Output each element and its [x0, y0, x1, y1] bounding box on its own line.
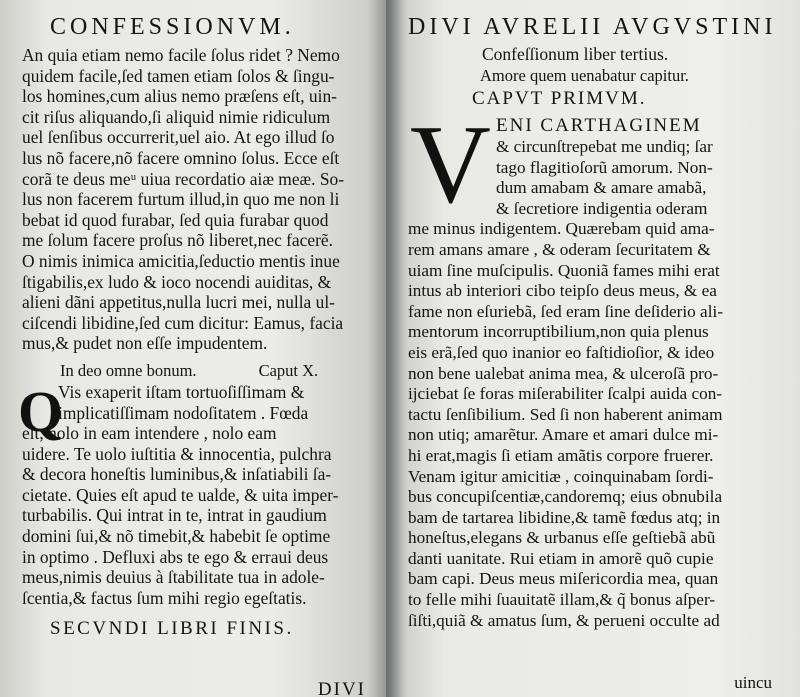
chapter-number: Caput X. [258, 360, 319, 380]
text-line: Venam igitur amicitiæ , coinquinabam ſordi- [408, 466, 714, 486]
body-lines [22, 423, 378, 608]
text-line: los homines,cum alius nemo præſens eſt, uin- [22, 86, 337, 107]
text-line: ſcentia,& factus ſum mihi regio egeſtatis. [22, 587, 307, 608]
text-line: eſt, nolo in eam intendere , nolo eam [22, 423, 277, 444]
text-line: tago flagitioſorũ amorum. Non- [496, 157, 713, 177]
text-line: eis erã,ſed quo inanior eo faſtidioſior, & ideo [408, 342, 715, 362]
text-line: domini ſui,& nõ timebit,& habebit ſe optime [22, 526, 331, 547]
chapter-title: CAPVT PRIMVM. [472, 88, 647, 109]
text-line: ſtigabilis,ex ludo & ioco nocendi auiditas, & [22, 271, 332, 292]
left-catchword: DIVI [317, 679, 366, 697]
text-line: fame non eſuriebã, ſed eram ſine deſiderio ali- [408, 301, 723, 321]
text-line: quidem facile,ſed tamen etiam ſolos & ſingu- [22, 65, 335, 86]
text-line: me ſolum facere proſus nõ liberet,nec facerẽ. [22, 230, 333, 251]
text-line: uiam ſine muſcipulis. Quoniã fames mihi erat [408, 260, 720, 280]
book-end-title: SECVNDI LIBRI FINIS. [50, 618, 294, 640]
left-paragraph-1 [22, 45, 378, 354]
body-lines-right [408, 219, 794, 631]
drop-cap-q: Q [18, 378, 64, 444]
text-line: meus,nimis deuius à ſtabilitate tua in adole- [22, 567, 325, 588]
text-line: danti uanitate. Rui etiam in amorẽ quõ cupie [408, 548, 714, 568]
text-line: lus non facerem furtum illud,in quo me non li [22, 189, 340, 210]
text-line: bebat id quod furabar, ſed quia furabar quod [22, 209, 329, 230]
text-line: turbabilis. Qui intrat in te, intrat in gaudium [22, 505, 327, 526]
right-paragraph [408, 103, 794, 631]
text-line: bam de tartarea libidine,& tamẽ fœdus atq; in [408, 507, 721, 527]
right-catchword: uincu [734, 673, 772, 692]
text-line: ciſcendi libidine,ſed cum dicitur: Eamus, facia [22, 312, 344, 333]
text-line: rem amans amare , & oderam ſecuritatem & [408, 239, 711, 259]
text-line: cit riſus aliquando,ſi aliquid nimie ridiculum [22, 106, 331, 127]
text-line: mentorum incorruptibilium,non quia plenus [408, 322, 709, 342]
left-page [0, 0, 386, 697]
chapter-heading [22, 360, 378, 382]
text-line: non utiq; amarẽtur. Amare et amari dulce mi- [408, 425, 719, 445]
chapter-summary-right: Amore quem uenabatur capitur. [480, 66, 689, 85]
book-subtitle: Confeſſionum liber tertius. [482, 44, 669, 64]
text-line: intus ab interiori cibo teipſo deus meus, & ea [408, 281, 717, 301]
text-line: honeſtus,elegans & urbanus eſſe geſtiebã abũ [408, 528, 716, 548]
left-running-head: CONFESSIONVM. [50, 14, 295, 40]
text-line: ijciebat ſe foras miſerabiliter ſcalpi auida con- [408, 384, 723, 404]
text-line: bam capi. Deus meus miſericordia mea, quan [408, 569, 719, 589]
text-line: lus nõ facere,nõ facere omnino ſolus. Ecce eſt [22, 147, 340, 168]
text-line: O nimis inimica amicitia,ſeductio mentis inue [22, 250, 340, 271]
text-line: & decora honeſtis luminibus,& inſatiabili ſa- [22, 464, 332, 485]
chapter-summary: In deo omne bonum. [60, 360, 197, 380]
left-paragraph-2 [18, 378, 378, 609]
indented-lines [22, 382, 378, 423]
text-line: hi erat,magis ſi etiam amãtis corpore fruerer. [408, 445, 714, 465]
text-line: tactu ſenſibilium. Sed ſi non haberent animam [408, 404, 723, 424]
text-line: uel ſenſibus occurrerit,uel aio. At ego illud ſo [22, 127, 335, 148]
opening-words: ENI CARTHAGINEM [496, 115, 702, 136]
text-line: ſiſti,quiã & amatus ſum, & perueni occulte ad [408, 610, 720, 630]
text-line: & ſecretiore indigentia oderam [496, 198, 708, 218]
text-line: corã te deus meᵘ uiua recordatio aiæ meæ. So- [22, 168, 345, 189]
drop-cap-v: V [410, 103, 491, 227]
text-line: dum amabam & amare amabã, [496, 178, 707, 198]
text-line: alieni dãni appetitus,nulla lucri mei, nulla ul- [22, 292, 335, 313]
text-line: bus concupiſcentiæ,candoremq; eius obnubila [408, 487, 723, 507]
text-line: mus,& pudet non eſſe impudentem. [22, 333, 268, 354]
text-line: & circunſtrepebat me undiq; ſar [496, 137, 713, 156]
text-line: in optimo . Defluxi abs te ego & erraui deus [22, 546, 329, 567]
text-line: non bene ualebat anima mea, & ulceroſã pro- [408, 363, 719, 383]
text-line: me minus indigentem. Quærebam quid ama- [408, 219, 715, 239]
right-page [386, 0, 800, 697]
text-line: to felle mihi ſuauitatẽ illam,& q̃ bonus aſper- [408, 590, 716, 610]
right-running-head: DIVI AVRELII AVGVSTINI [408, 14, 777, 40]
text-line: An quia etiam nemo facile ſolus ridet ? Nemo [22, 45, 340, 65]
text-line: implicatiſſimam nodoſitatem . Fœda [58, 402, 309, 423]
text-line: uidere. Te uolo iuſtitia & innocentia, pulchra [22, 443, 332, 464]
text-line: Vis exaperit iſtam tortuoſiſſimam & [58, 381, 305, 402]
text-line: cietate. Quies eſt apud te ualde, & uita imper- [22, 484, 339, 505]
